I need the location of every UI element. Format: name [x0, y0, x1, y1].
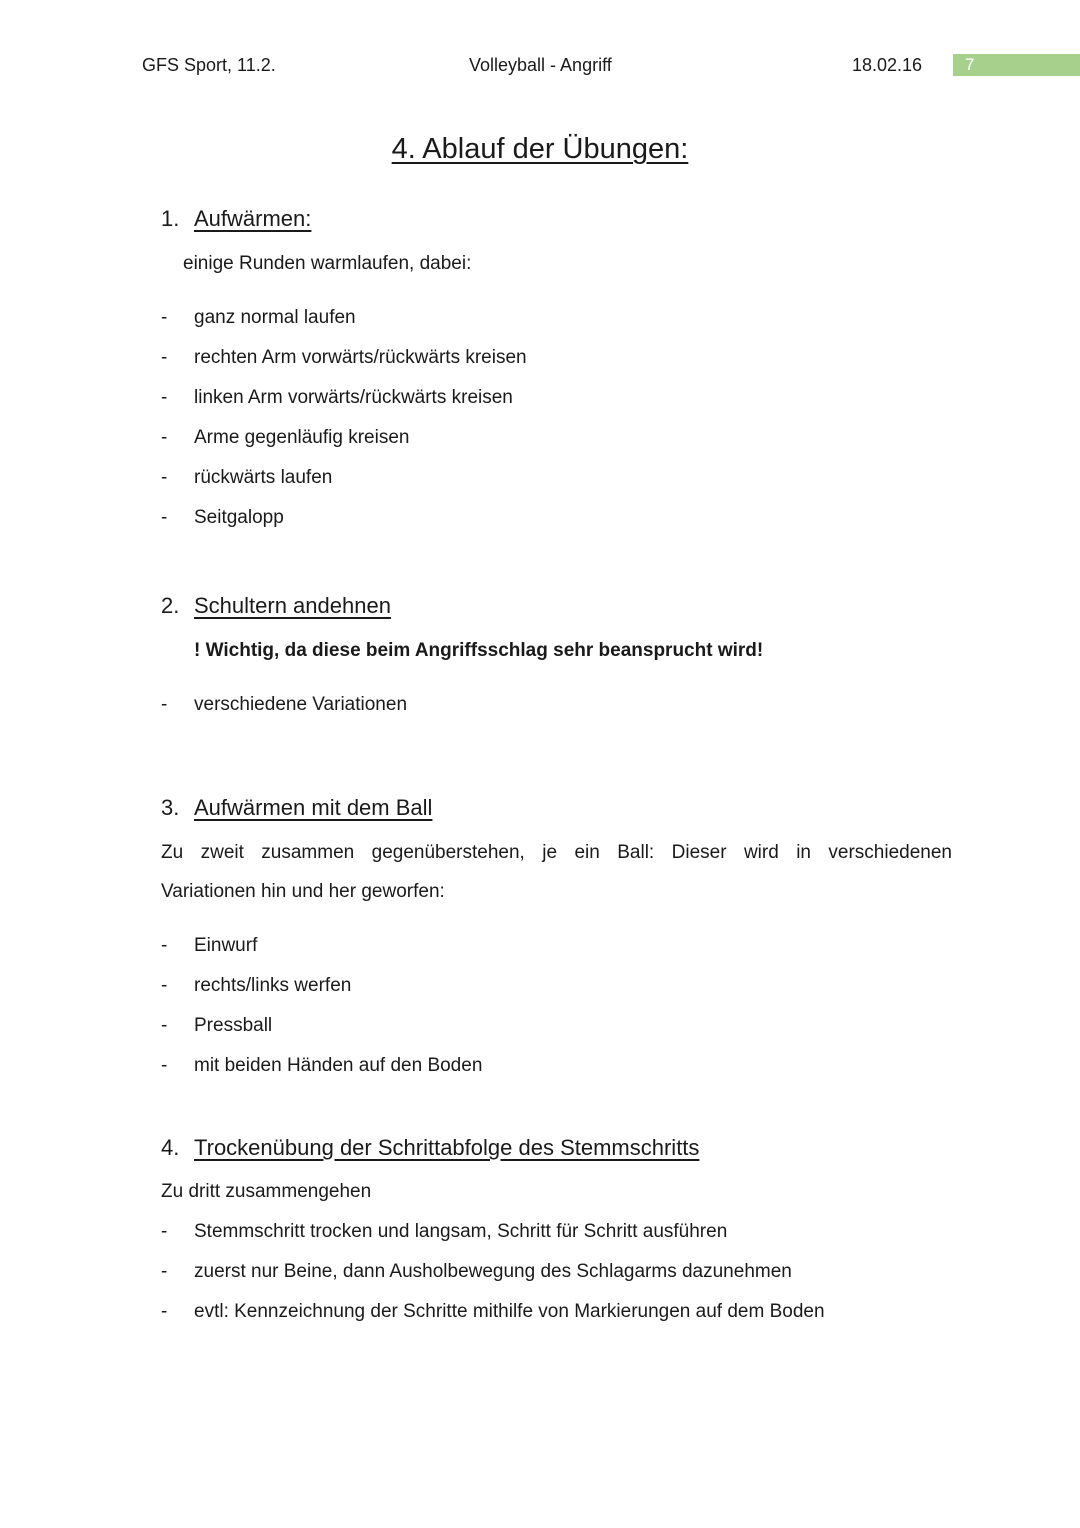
list-item-text: rechts/links werfen — [194, 975, 352, 996]
list-item — [161, 506, 284, 530]
list-dash: - — [161, 935, 168, 956]
list-item — [161, 346, 527, 370]
section-heading-1 — [161, 205, 311, 233]
list-item — [161, 1014, 272, 1038]
section-title: Aufwärmen mit dem Ball — [194, 795, 433, 820]
section-title: Trockenübung der Schrittabfolge des Stemmschritts — [194, 1135, 700, 1160]
section-number: 3. — [161, 795, 180, 820]
list-dash: - — [161, 387, 168, 408]
list-dash: - — [161, 694, 168, 715]
list-item — [161, 693, 407, 717]
list-item-text: Pressball — [194, 1015, 273, 1036]
list-item-text: Stemmschritt trocken und langsam, Schritt für Schritt ausführen — [194, 1221, 728, 1242]
list-item-text: verschiedene Variationen — [194, 694, 408, 715]
list-item — [161, 466, 332, 490]
section-3-intro-line-2: Variationen hin und her geworfen: — [161, 881, 445, 902]
list-item-text: rückwärts laufen — [194, 467, 333, 488]
list-item — [161, 386, 513, 410]
list-item — [161, 426, 409, 450]
list-dash: - — [161, 1055, 168, 1076]
section-title: Aufwärmen: — [194, 206, 312, 231]
list-dash: - — [161, 467, 168, 488]
page-title — [0, 130, 1080, 168]
list-dash: - — [161, 307, 168, 328]
list-item-text: Einwurf — [194, 935, 258, 956]
section-2-note: ! Wichtig, da diese beim Angriffsschlag sehr beansprucht wird! — [194, 640, 764, 661]
list-item-text: Arme gegenläufig kreisen — [194, 427, 410, 448]
section-number: 1. — [161, 206, 180, 231]
list-dash: - — [161, 1261, 168, 1282]
list-dash: - — [161, 507, 168, 528]
header-course: GFS Sport, 11.2. — [142, 55, 276, 75]
list-item-text: ganz normal laufen — [194, 307, 356, 328]
list-item — [161, 1220, 727, 1244]
list-dash: - — [161, 1301, 168, 1322]
list-item-text: mit beiden Händen auf den Boden — [194, 1055, 483, 1076]
list-item — [161, 1054, 482, 1078]
section-title: Schultern andehnen — [194, 593, 391, 618]
section-number: 2. — [161, 593, 180, 618]
list-item-text: linken Arm vorwärts/rückwärts kreisen — [194, 387, 513, 408]
page-title-text: 4. Ablauf der Übungen: — [391, 133, 689, 165]
list-item — [161, 1260, 792, 1284]
section-number: 4. — [161, 1135, 180, 1160]
section-heading-3 — [161, 794, 432, 822]
list-dash: - — [161, 427, 168, 448]
list-item — [161, 1300, 825, 1324]
list-item-text: zuerst nur Beine, dann Ausholbewegung des Schlagarms dazunehmen — [194, 1261, 792, 1282]
list-dash: - — [161, 347, 168, 368]
list-item-text: rechten Arm vorwärts/rückwärts kreisen — [194, 347, 527, 368]
list-dash: - — [161, 975, 168, 996]
list-item — [161, 306, 356, 330]
page-number: 7 — [965, 55, 975, 74]
section-4-intro: Zu dritt zusammengehen — [161, 1181, 372, 1202]
list-item-text: Seitgalopp — [194, 507, 284, 528]
list-dash: - — [161, 1221, 168, 1242]
list-item — [161, 974, 351, 998]
list-dash: - — [161, 1015, 168, 1036]
list-item — [161, 934, 257, 958]
section-heading-4 — [161, 1134, 699, 1162]
section-heading-2 — [161, 592, 391, 620]
header-date: 18.02.16 — [852, 55, 923, 75]
header-topic: Volleyball - Angriff — [469, 55, 612, 75]
list-item-text: evtl: Kennzeichnung der Schritte mithilfe von Markierungen auf dem Boden — [194, 1301, 825, 1322]
section-1-intro: einige Runden warmlaufen, dabei: — [183, 253, 472, 274]
section-3-intro-line-1: Zu zweit zusammen gegenüberstehen, je ein Ball: Dieser wird in verschiedenen — [161, 842, 952, 863]
page-number-tab — [953, 54, 1080, 76]
